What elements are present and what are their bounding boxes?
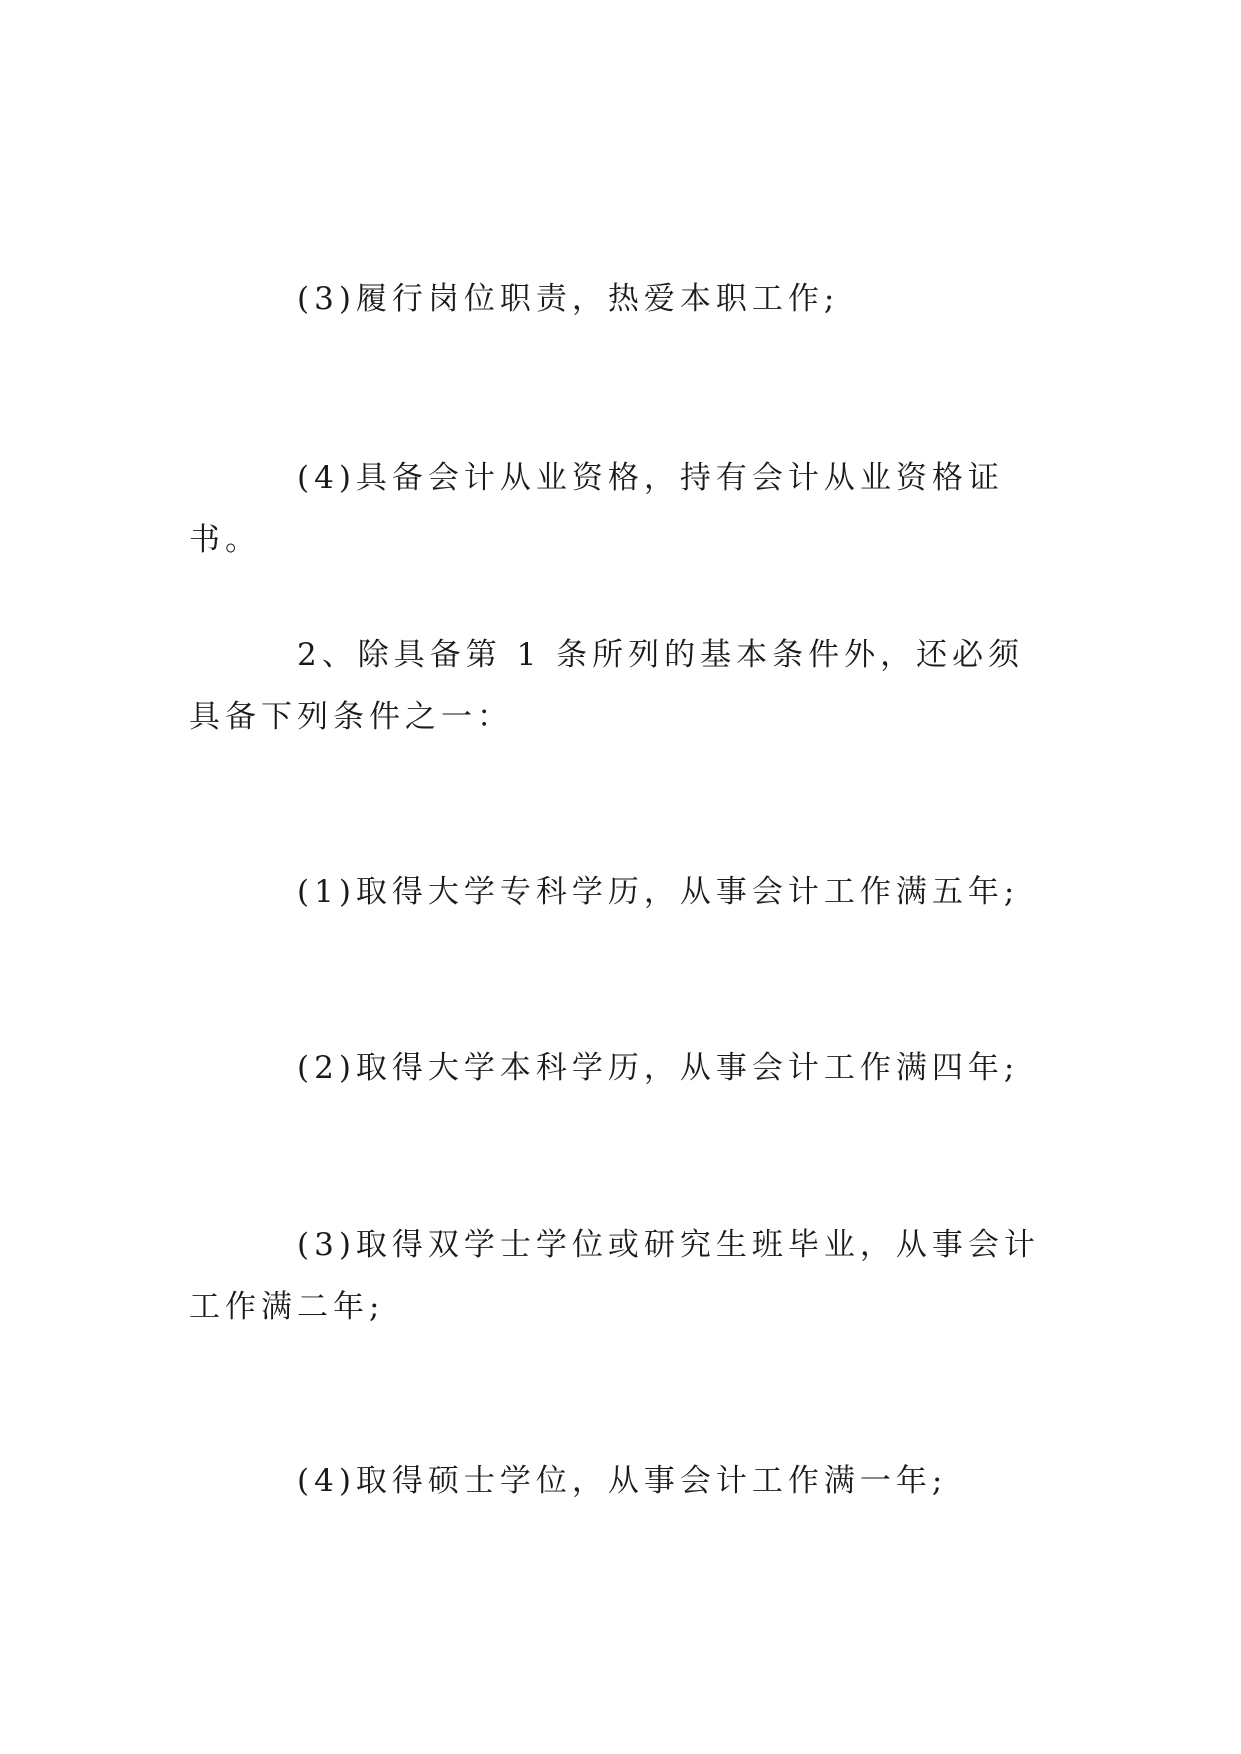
- paragraph-bachelor-degree: (2)取得大学本科学历，从事会计工作满四年;: [297, 1050, 1020, 1086]
- paragraph-double-degree: (3)取得双学士学位或研究生班毕业，从事会计工作满二年;: [189, 1227, 1040, 1325]
- paragraph-college-diploma: (1)取得大学专科学历，从事会计工作满五年;: [297, 874, 1020, 910]
- paragraph-duty: (3)履行岗位职责，热爱本职工作;: [297, 281, 840, 317]
- paragraph-master-degree: (4)取得硕士学位，从事会计工作满一年;: [297, 1463, 948, 1499]
- paragraph-condition-2: 2、除具备第 1 条所列的基本条件外，还必须具备下列条件之一：: [189, 637, 1025, 735]
- paragraph-qualification: (4)具备会计从业资格，持有会计从业资格证书。: [189, 460, 1004, 558]
